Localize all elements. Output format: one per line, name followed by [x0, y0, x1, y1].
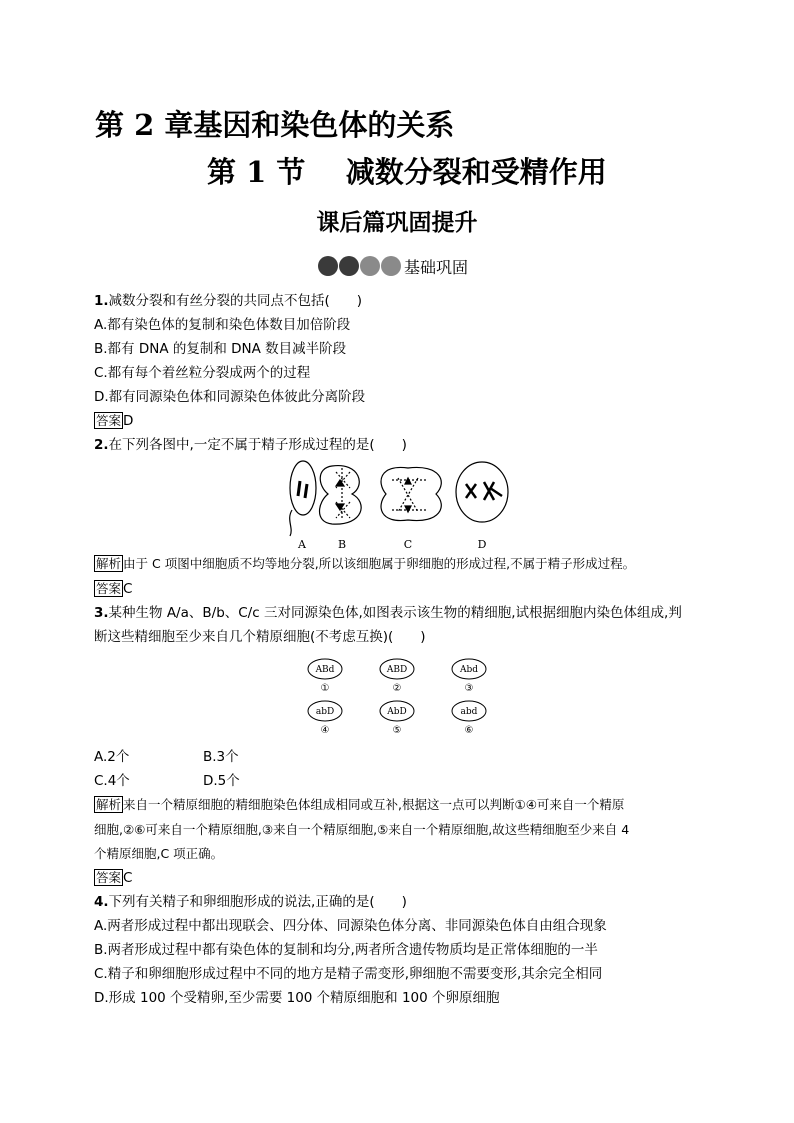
q3-stem-text: 某种生物 A/a、B/b、C/c 三对同源染色体,如图表示该生物的精细胞,试根据细胞内染色体组成,判	[108, 605, 682, 621]
q2-explanation-text: 由于 C 项图中细胞质不均等地分裂,所以该细胞属于卵细胞的形成过程,不属于精子形成过程。	[123, 556, 636, 571]
q3-figure	[300, 656, 500, 738]
level-label: 基础巩固	[404, 257, 469, 277]
figure-label-c: C	[403, 538, 413, 551]
q3-explanation-line3: 个精原细胞,C 项正确。	[94, 846, 224, 861]
q3-number: 3.	[94, 605, 109, 621]
q1-number: 1.	[94, 293, 109, 309]
cell-genotype: ABd	[315, 665, 335, 675]
cell-genotype: Abd	[459, 665, 479, 675]
cell-number: ③	[464, 683, 474, 694]
q3-explanation-line1	[94, 796, 624, 814]
q2-number: 2.	[94, 437, 109, 453]
q4-option-a: A.两者形成过程中都出现联会、四分体、同源染色体分离、非同源染色体自由组合现象	[94, 918, 607, 934]
q1-option-c: C.都有每个着丝粒分裂成两个的过程	[94, 365, 311, 381]
q4-option-d: D.形成 100 个受精卵,至少需要 100 个精原细胞和 100 个卵原细胞	[94, 990, 500, 1006]
cell-number: ⑤	[392, 725, 402, 736]
level-dot-icon	[381, 256, 401, 276]
q3-answer-value: C	[123, 870, 133, 886]
q1-option-d: D.都有同源染色体和同源染色体彼此分离阶段	[94, 389, 366, 405]
level-dot-icon	[360, 256, 380, 276]
figure-label-d: D	[477, 538, 487, 551]
q2-figure	[280, 458, 520, 553]
chapter-title: 第 2 章基因和染色体的关系	[95, 108, 455, 142]
q3-stem-line1	[94, 604, 682, 622]
q3-option-b: B.3个	[203, 749, 239, 765]
q2-stem	[94, 436, 407, 454]
level-indicator	[318, 254, 468, 278]
cell-a-icon	[290, 461, 316, 536]
cell-number: ④	[320, 725, 330, 736]
q4-stem	[94, 893, 407, 911]
cell-number: ①	[320, 683, 330, 694]
cell-number: ②	[392, 683, 402, 694]
answer-tag: 答案	[96, 870, 122, 885]
q4-option-b: B.两者形成过程中都有染色体的复制和均分,两者所含遗传物质均是正常体细胞的一半	[94, 942, 598, 958]
cell-genotype: abd	[460, 707, 478, 717]
answer-tag: 答案	[96, 581, 122, 596]
level-dot-icon	[318, 256, 338, 276]
q2-explanation	[94, 555, 635, 573]
q3-option-c: C.4个	[94, 773, 130, 789]
explanation-tag: 解析	[96, 797, 122, 812]
answer-tag: 答案	[96, 413, 122, 428]
q3-explanation-text: 来自一个精原细胞的精细胞染色体组成相同或互补,根据这一点可以判断①④可来自一个精原	[123, 797, 625, 812]
q3-option-a: A.2个	[94, 749, 130, 765]
cell-genotype: AbD	[387, 707, 407, 717]
q1-stem	[94, 292, 362, 310]
page-subtitle: 课后篇巩固提升	[316, 209, 478, 236]
q4-number: 4.	[94, 894, 109, 910]
cell-d-icon	[456, 462, 508, 522]
q2-answer-value: C	[123, 581, 133, 597]
q1-option-a: A.都有染色体的复制和染色体数目加倍阶段	[94, 317, 351, 333]
q2-stem-text: 在下列各图中,一定不属于精子形成过程的是( )	[108, 437, 407, 453]
q3-explanation-line2: 细胞,②⑥可来自一个精原细胞,③来自一个精原细胞,⑤来自一个精原细胞,故这些精细胞至少来自 4	[94, 822, 630, 837]
section-title: 第 1 节 减数分裂和受精作用	[207, 155, 607, 189]
cell-genotype: ABD	[386, 665, 408, 675]
figure-label-a: A	[298, 538, 306, 551]
q3-answer	[94, 869, 132, 887]
q1-answer	[94, 412, 133, 430]
explanation-tag: 解析	[96, 556, 122, 571]
q4-stem-text: 下列有关精子和卵细胞形成的说法,正确的是( )	[108, 894, 407, 910]
cell-number: ⑥	[464, 725, 474, 736]
cell-b-icon	[320, 466, 362, 525]
figure-label-b: B	[337, 538, 347, 551]
level-dot-icon	[339, 256, 359, 276]
q1-stem-text: 减数分裂和有丝分裂的共同点不包括( )	[108, 293, 363, 309]
q2-answer	[94, 580, 132, 598]
q1-answer-value: D	[123, 413, 134, 429]
q3-option-d: D.5个	[203, 773, 240, 789]
q1-option-b: B.都有 DNA 的复制和 DNA 数目减半阶段	[94, 341, 347, 357]
q4-option-c: C.精子和卵细胞形成过程中不同的地方是精子需变形,卵细胞不需要变形,其余完全相同	[94, 966, 603, 982]
q3-stem-line2: 断这些精细胞至少来自几个精原细胞(不考虑互换)( )	[94, 629, 426, 645]
cell-genotype: abD	[315, 707, 335, 717]
cell-c-icon	[381, 467, 441, 520]
